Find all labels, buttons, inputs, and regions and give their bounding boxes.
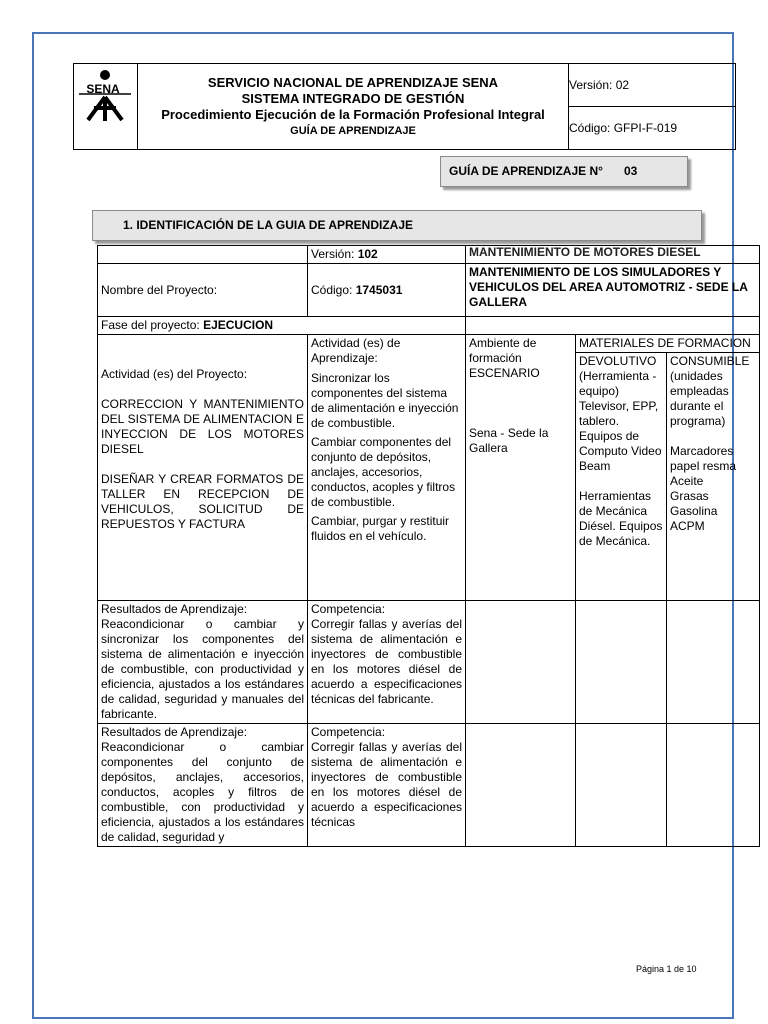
result-1: Reacondicionar o cambiar y sincronizar los componentes del sistema de alimentación e inyección de combustible, con productividad y eficiencia, ajustados a los estándares de calidad, seguridad y manuales del fabricante. <box>101 617 304 721</box>
consumable-item: Grasas <box>670 489 709 503</box>
returnable-items-2: Herramientas de Mecánica Diésel. Equipos de Mecánica. <box>579 489 663 548</box>
empty-cell <box>667 601 760 724</box>
empty-cell <box>466 724 576 847</box>
page-number: Página 1 de 10 <box>636 964 697 974</box>
identification-table <box>97 245 760 847</box>
empty-cell <box>576 601 667 724</box>
guide-number-banner <box>440 156 688 187</box>
procedure-name: Procedimiento Ejecución de la Formación Profesional Integral <box>161 106 545 122</box>
competence-2: Corregir fallas y averías del sistema de alimentación e inyectores de combustible en los motores diésel de acuerdo a especificaciones técnicas <box>311 740 462 829</box>
competence-1-cell <box>308 601 466 724</box>
code-cell-main: Código: 1745031 <box>308 264 466 317</box>
consumable-title: CONSUMIBLE (unidades empleadas durante el programa) <box>670 354 750 428</box>
empty-cell <box>667 724 760 847</box>
environment-cell <box>466 335 576 601</box>
empty-cell <box>466 601 576 724</box>
competence-1: Corregir fallas y averías del sistema de alimentación e inyectores de combustible en los motores diésel de acuerdo a especificaciones técnicas del fabricante. <box>311 617 462 706</box>
version-cell: Versión: 02 <box>569 64 736 107</box>
materials-label: MATERIALES DE FORMACION <box>576 335 760 353</box>
results-label: Resultados de Aprendizaje: <box>101 725 248 739</box>
competence-label: Competencia: <box>311 725 386 739</box>
project-name: MANTENIMIENTO DE LOS SIMULADORES Y VEHICULOS DEL AREA AUTOMOTRIZ - SEDE LA GALLERA <box>466 264 760 317</box>
proj-activity-1: CORRECCION Y MANTENIMIENTO DEL SISTEMA DE ALIMENTACION E INYECCION DE LOS MOTORES DIESEL <box>101 397 304 456</box>
guide-number: 03 <box>624 164 638 178</box>
org-name: SERVICIO NACIONAL DE APRENDIZAJE SENA <box>207 74 499 90</box>
blank-cell <box>98 246 308 264</box>
project-label: Nombre del Proyecto: <box>98 264 308 317</box>
environment-value: Sena - Sede la Gallera <box>469 426 549 455</box>
consumable-item: ACPM <box>670 519 705 533</box>
version-cell-main: Versión: 102 <box>308 246 466 264</box>
document-header <box>73 63 736 150</box>
learning-activities-cell <box>308 335 466 601</box>
consumable-item: Gasolina <box>670 504 718 518</box>
phase-blank <box>466 317 760 335</box>
consumable-cell <box>667 353 760 601</box>
learn-activity-1: Sincronizar los componentes del sistema de alimentación e inyección de combustible. <box>311 371 459 430</box>
competence-2-cell <box>308 724 466 847</box>
proj-activities-label: Actividad (es) del Proyecto: <box>101 367 248 381</box>
result-1-cell <box>98 601 308 724</box>
learn-activity-3: Cambiar, purgar y restituir fluidos en el vehículo. <box>311 514 450 543</box>
consumable-item: papel resma <box>670 459 737 473</box>
returnable-title: DEVOLUTIVO (Herramienta - equipo) <box>579 354 657 398</box>
empty-cell <box>576 724 667 847</box>
results-label: Resultados de Aprendizaje: <box>101 602 248 616</box>
proj-activity-2: DISEÑAR Y CREAR FORMATOS DE TALLER EN RECEPCION DE VEHICULOS, SOLICITUD DE REPUESTOS Y FACTURA <box>101 472 304 531</box>
section-1-banner <box>92 210 702 241</box>
returnable-cell <box>576 353 667 601</box>
overflow-title-cell <box>466 246 760 264</box>
learn-activities-label: Actividad (es) de Aprendizaje: <box>311 336 401 365</box>
consumable-item: Aceite <box>670 474 704 488</box>
consumable-item: Marcadores <box>670 444 734 458</box>
competence-label: Competencia: <box>311 602 386 616</box>
logo-text: SENA <box>86 82 120 96</box>
header-titles <box>138 64 569 150</box>
project-activities-cell <box>98 335 308 601</box>
sena-logo <box>74 64 137 149</box>
overflow-title: MANTENIMIENTO DE MOTORES DIESEL <box>469 246 701 259</box>
section-1-title: 1. IDENTIFICACIÓN DE LA GUIA DE APRENDIZAJE <box>123 218 414 232</box>
logo-cell <box>74 64 138 150</box>
doc-type: GUÍA DE APRENDIZAJE <box>290 124 416 137</box>
returnable-items-1: Televisor, EPP, tablero. Equipos de Computo Video Beam <box>579 399 662 473</box>
result-2-cell <box>98 724 308 847</box>
phase-cell: Fase del proyecto: EJECUCION <box>98 317 466 335</box>
code-cell: Código: GFPI-F-019 <box>569 107 736 150</box>
result-2: Reacondicionar o cambiar componentes del conjunto de depósitos, anclajes, accesorios, conductos, acoples y filtros de combustible, con productividad y eficiencia, ajustados a los estándares de calidad, seguridad y <box>101 740 304 844</box>
environment-label: Ambiente de formación ESCENARIO <box>469 336 540 380</box>
guide-label: GUÍA DE APRENDIZAJE N° <box>449 164 603 178</box>
learn-activity-2: Cambiar componentes del conjunto de depósitos, anclajes, accesorios, conductos, acoples y filtros de combustible. <box>311 435 456 509</box>
system-name: SISTEMA INTEGRADO DE GESTIÓN <box>241 90 465 106</box>
